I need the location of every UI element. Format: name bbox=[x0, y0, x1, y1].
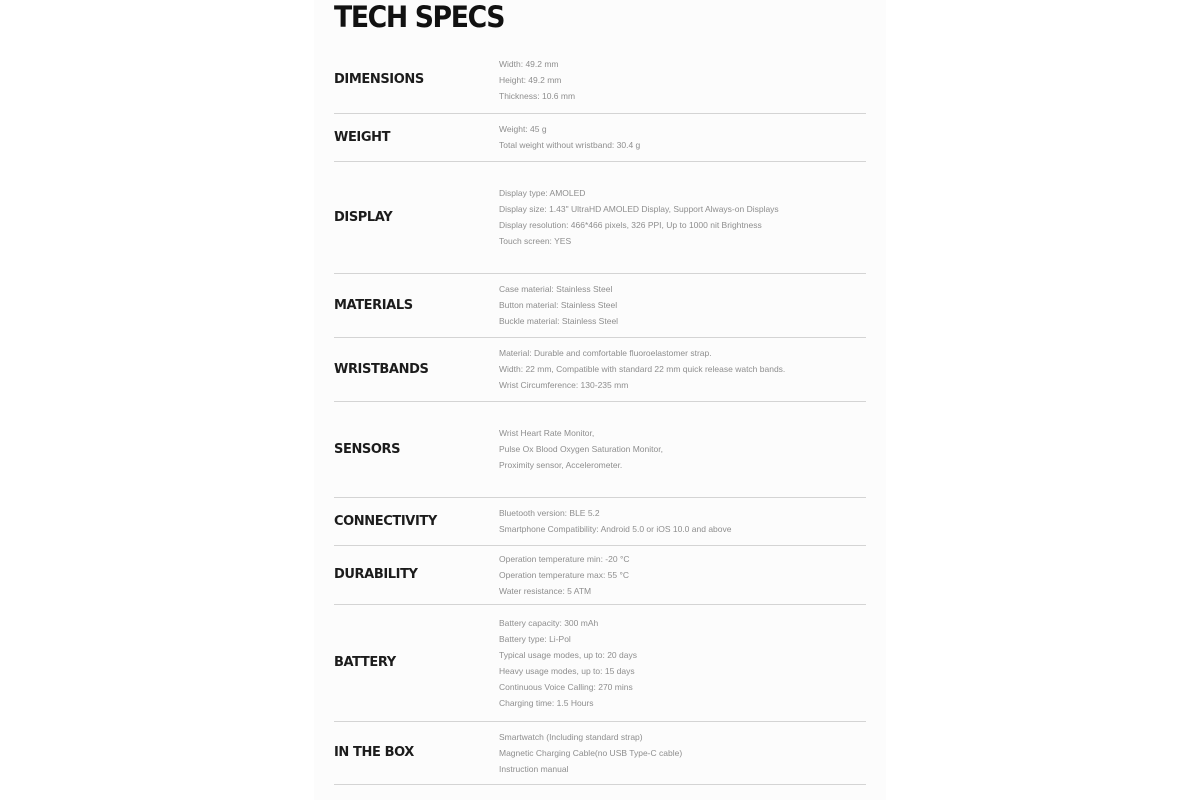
spec-value: Display resolution: 466*466 pixels, 326 PPI, Up to 1000 nit Brightness bbox=[499, 220, 762, 230]
spec-row-weight bbox=[334, 113, 866, 162]
spec-value: Heavy usage modes, up to: 15 days bbox=[499, 665, 635, 676]
spec-values bbox=[499, 505, 866, 537]
spec-row-connectivity bbox=[334, 497, 866, 546]
spec-label: DURABILITY bbox=[334, 567, 418, 582]
spec-value: Weight: 45 g bbox=[499, 124, 547, 134]
spec-label: DISPLAY bbox=[334, 209, 393, 225]
spec-label: WRISTBANDS bbox=[334, 361, 429, 377]
spec-value: Typical usage modes, up to: 20 days bbox=[499, 649, 637, 660]
spec-value: Pulse Ox Blood Oxygen Saturation Monitor, bbox=[499, 444, 663, 454]
spec-row-dimensions bbox=[334, 46, 866, 114]
page-title: TECH SPECS bbox=[334, 0, 505, 34]
spec-value: Bluetooth version: BLE 5.2 bbox=[499, 508, 600, 518]
spec-value: Thickness: 10.6 mm bbox=[499, 90, 576, 101]
spec-value: Instruction manual bbox=[499, 763, 569, 774]
spec-value: Wrist Circumference: 130-235 mm bbox=[499, 380, 629, 390]
spec-value: Battery type: Li-Pol bbox=[499, 633, 571, 644]
spec-value: Display size: 1.43" UltraHD AMOLED Display, Support Always-on Displays bbox=[499, 204, 779, 214]
spec-value: Operation temperature max: 55 °C bbox=[499, 569, 630, 580]
spec-row-in-the-box bbox=[334, 721, 866, 785]
spec-row-durability bbox=[334, 545, 866, 605]
spec-value: Smartphone Compatibility: Android 5.0 or iOS 10.0 and above bbox=[499, 524, 732, 534]
spec-values bbox=[499, 425, 866, 473]
spec-value: Height: 49.2 mm bbox=[499, 74, 562, 85]
spec-label: CONNECTIVITY bbox=[334, 513, 437, 529]
spec-row-materials bbox=[334, 273, 866, 338]
spec-value: Operation temperature min: -20 °C bbox=[499, 553, 630, 564]
spec-value: Continuous Voice Calling: 270 mins bbox=[499, 681, 633, 692]
spec-value: Button material: Stainless Steel bbox=[499, 300, 618, 310]
spec-value: Display type: AMOLED bbox=[499, 188, 586, 198]
spec-row-display bbox=[334, 161, 866, 274]
spec-values bbox=[499, 345, 866, 393]
spec-values bbox=[499, 185, 866, 249]
spec-label: IN THE BOX bbox=[334, 745, 414, 760]
spec-value: Battery capacity: 300 mAh bbox=[499, 617, 599, 628]
spec-values bbox=[499, 615, 866, 711]
spec-value: Case material: Stainless Steel bbox=[499, 284, 613, 294]
spec-value: Water resistance: 5 ATM bbox=[499, 585, 592, 596]
spec-value: Charging time: 1.5 Hours bbox=[499, 697, 594, 708]
spec-label: DIMENSIONS bbox=[334, 72, 424, 87]
spec-values bbox=[499, 729, 866, 777]
spec-value: Width: 49.2 mm bbox=[499, 58, 559, 69]
spec-value: Magnetic Charging Cable(no USB Type-C cable) bbox=[499, 747, 683, 758]
spec-value: Total weight without wristband: 30.4 g bbox=[499, 140, 641, 150]
spec-value: Material: Durable and comfortable fluoroelastomer strap. bbox=[499, 348, 712, 358]
spec-label: WEIGHT bbox=[334, 129, 391, 145]
spec-value: Touch screen: YES bbox=[499, 236, 572, 246]
spec-value: Wrist Heart Rate Monitor, bbox=[499, 428, 595, 438]
spec-value: Smartwatch (Including standard strap) bbox=[499, 731, 643, 742]
spec-value: Width: 22 mm, Compatible with standard 22 mm quick release watch bands. bbox=[499, 364, 786, 374]
spec-label: BATTERY bbox=[334, 655, 396, 670]
spec-label: SENSORS bbox=[334, 441, 401, 457]
spec-value: Proximity sensor, Accelerometer. bbox=[499, 460, 623, 470]
spec-values bbox=[499, 121, 866, 153]
spec-values bbox=[499, 56, 866, 104]
spec-value: Buckle material: Stainless Steel bbox=[499, 316, 619, 326]
spec-row-sensors bbox=[334, 401, 866, 498]
spec-values bbox=[499, 551, 866, 599]
spec-values bbox=[499, 281, 866, 329]
spec-label: MATERIALS bbox=[334, 297, 413, 313]
spec-row-battery bbox=[334, 604, 866, 722]
spec-row-wristbands bbox=[334, 337, 866, 402]
